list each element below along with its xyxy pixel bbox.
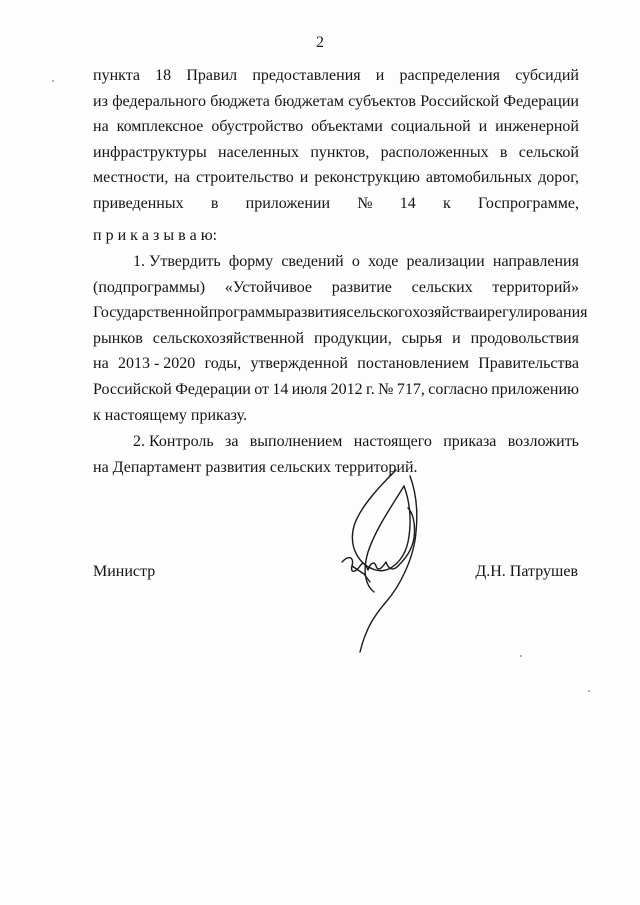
word: строительство (196, 169, 294, 186)
word: на (174, 169, 191, 186)
word: 1. Утвердить (133, 253, 221, 270)
word: ходе (368, 253, 399, 270)
text-line (93, 354, 579, 374)
word: на (93, 118, 109, 135)
text-line (93, 66, 579, 86)
word: возложить (507, 433, 579, 450)
paragraph-1-last-line: к настоящему приказу. (93, 407, 248, 424)
word: и (375, 67, 385, 84)
word: Федерации (503, 92, 579, 110)
text-line (133, 432, 579, 452)
word: программы (208, 304, 286, 321)
text-line (93, 303, 588, 323)
word: от (254, 380, 269, 398)
text-line (93, 143, 579, 163)
word: объектами (311, 118, 383, 135)
word: и (299, 169, 309, 186)
word: местности, (93, 169, 169, 186)
word: инфраструктуры (93, 143, 207, 161)
word: 14 (272, 380, 289, 398)
word: о (351, 253, 360, 270)
word: Правительства (478, 355, 579, 372)
word: субсидий (515, 67, 579, 84)
word: регулирования (487, 304, 588, 321)
word: на (93, 355, 109, 372)
word: развития (285, 304, 347, 321)
word: сведений (281, 253, 344, 270)
word: форму (228, 253, 274, 270)
word: сельской (518, 143, 579, 161)
word: № (357, 194, 373, 212)
word: реализации (406, 253, 485, 270)
word: субъектов (348, 92, 416, 110)
word: хозяйства (412, 304, 479, 321)
word: 18 (155, 67, 172, 84)
word: социальной (390, 118, 471, 135)
word: и (478, 118, 488, 135)
word: постановлением (357, 355, 469, 372)
text-line (93, 380, 579, 400)
scan-speck (52, 80, 54, 82)
text-line (93, 117, 579, 137)
scan-speck (520, 655, 522, 657)
word: рынков (93, 329, 143, 347)
text-line (133, 252, 579, 272)
text-line (93, 329, 579, 349)
word: июля (291, 380, 328, 398)
word: развитие (331, 278, 392, 296)
word: бюджета (210, 92, 270, 110)
word: Российской (420, 92, 500, 110)
word: распределения (399, 67, 501, 84)
word: пункта (93, 67, 140, 84)
word: к (443, 194, 451, 212)
word: утвержденной (250, 355, 348, 372)
word: приложении (245, 194, 330, 212)
word: Госпрограмме, (478, 194, 579, 212)
word: 14 (399, 194, 416, 212)
word: из (93, 92, 108, 110)
word: (подпрограммы) (93, 278, 206, 296)
word: приведенных (93, 194, 184, 212)
word: направления (492, 253, 579, 270)
word: за (225, 433, 239, 450)
word: в (210, 194, 219, 212)
word: приложению (491, 380, 579, 398)
word: автомобильных (425, 169, 533, 186)
handwritten-signature (330, 462, 440, 662)
word: сырья (401, 329, 443, 347)
word: расположенных (380, 143, 489, 161)
word: согласно (428, 380, 488, 398)
word: в (499, 143, 508, 161)
order-word: п р и к а з ы в а ю: (93, 227, 218, 244)
word: сельских (411, 278, 473, 296)
page-number: 2 (316, 34, 324, 51)
text-line (93, 278, 579, 298)
word: реконструкцию (314, 169, 420, 186)
word: 2012 (330, 380, 363, 398)
word: федерального (112, 92, 206, 110)
word: Российской (93, 380, 172, 398)
word: Государственной (93, 304, 209, 321)
word: сельскохозяйственной (152, 329, 305, 347)
word: населенных (218, 143, 300, 161)
text-line (93, 168, 579, 188)
word: 2. Контроль (133, 433, 214, 450)
word: пунктов, (310, 143, 370, 161)
word: Правил (186, 67, 238, 84)
paragraph-2-last-line: на Департамент развития сельских территорий. (93, 459, 418, 476)
word: г. (366, 380, 375, 398)
word: бюджетам (274, 92, 344, 110)
word: территорий» (492, 278, 579, 296)
word: продовольствия (470, 329, 579, 347)
word: № (378, 380, 394, 398)
word: обустройство (211, 118, 304, 135)
word: «Устойчивое (224, 278, 313, 296)
word: выполнением (249, 433, 343, 450)
word: предоставления (252, 67, 361, 84)
signature-name: Д.Н. Патрушев (475, 563, 578, 580)
text-line (93, 92, 579, 112)
word: сельского (346, 304, 413, 321)
text-line (93, 194, 579, 214)
word: и (478, 304, 488, 321)
word: приказа (443, 433, 497, 450)
word: дорог, (538, 169, 579, 186)
scan-speck (588, 690, 590, 692)
signature-position: Министр (93, 563, 156, 580)
word: инженерной (495, 118, 579, 135)
word: 717, (396, 380, 425, 398)
word: 2013 - 2020 (117, 355, 196, 372)
word: Федерации (175, 380, 251, 398)
word: годы, (204, 355, 242, 372)
word: настоящего (353, 433, 432, 450)
word: и (452, 329, 461, 347)
word: комплексное (116, 118, 204, 135)
word: продукции, (314, 329, 392, 347)
